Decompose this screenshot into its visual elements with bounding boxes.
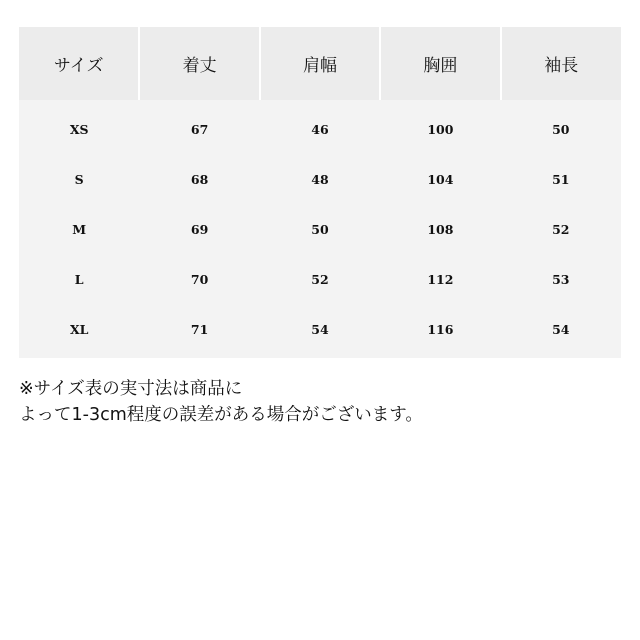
header-sleeve: 袖長 xyxy=(501,27,621,100)
cell-shoulder: 52 xyxy=(260,254,380,304)
cell-length: 69 xyxy=(139,204,259,254)
header-size: サイズ xyxy=(19,27,139,100)
cell-shoulder: 46 xyxy=(260,100,380,154)
header-shoulder: 肩幅 xyxy=(260,27,380,100)
cell-chest: 100 xyxy=(380,100,500,154)
header-length: 着丈 xyxy=(139,27,259,100)
size-disclaimer-note xyxy=(19,376,629,428)
cell-sleeve: 52 xyxy=(501,204,621,254)
table-row xyxy=(19,204,621,254)
cell-size: L xyxy=(19,254,139,304)
cell-length: 67 xyxy=(139,100,259,154)
cell-size: S xyxy=(19,154,139,204)
cell-sleeve: 54 xyxy=(501,304,621,358)
cell-length: 71 xyxy=(139,304,259,358)
cell-size: XL xyxy=(19,304,139,358)
cell-length: 68 xyxy=(139,154,259,204)
note-line-1: ※サイズ表の実寸法は商品に xyxy=(19,379,243,399)
table-row xyxy=(19,254,621,304)
table-row xyxy=(19,100,621,154)
cell-chest: 116 xyxy=(380,304,500,358)
cell-sleeve: 51 xyxy=(501,154,621,204)
cell-chest: 104 xyxy=(380,154,500,204)
table-row xyxy=(19,304,621,358)
note-line-2: よって1-3cm程度の誤差がある場合がございます。 xyxy=(19,405,423,425)
cell-shoulder: 48 xyxy=(260,154,380,204)
cell-shoulder: 50 xyxy=(260,204,380,254)
cell-size: XS xyxy=(19,100,139,154)
table-row xyxy=(19,154,621,204)
cell-sleeve: 53 xyxy=(501,254,621,304)
cell-size: M xyxy=(19,204,139,254)
size-table xyxy=(19,27,621,358)
table-header-row xyxy=(19,27,621,100)
header-chest: 胸囲 xyxy=(380,27,500,100)
cell-length: 70 xyxy=(139,254,259,304)
cell-shoulder: 54 xyxy=(260,304,380,358)
cell-chest: 108 xyxy=(380,204,500,254)
cell-sleeve: 50 xyxy=(501,100,621,154)
cell-chest: 112 xyxy=(380,254,500,304)
